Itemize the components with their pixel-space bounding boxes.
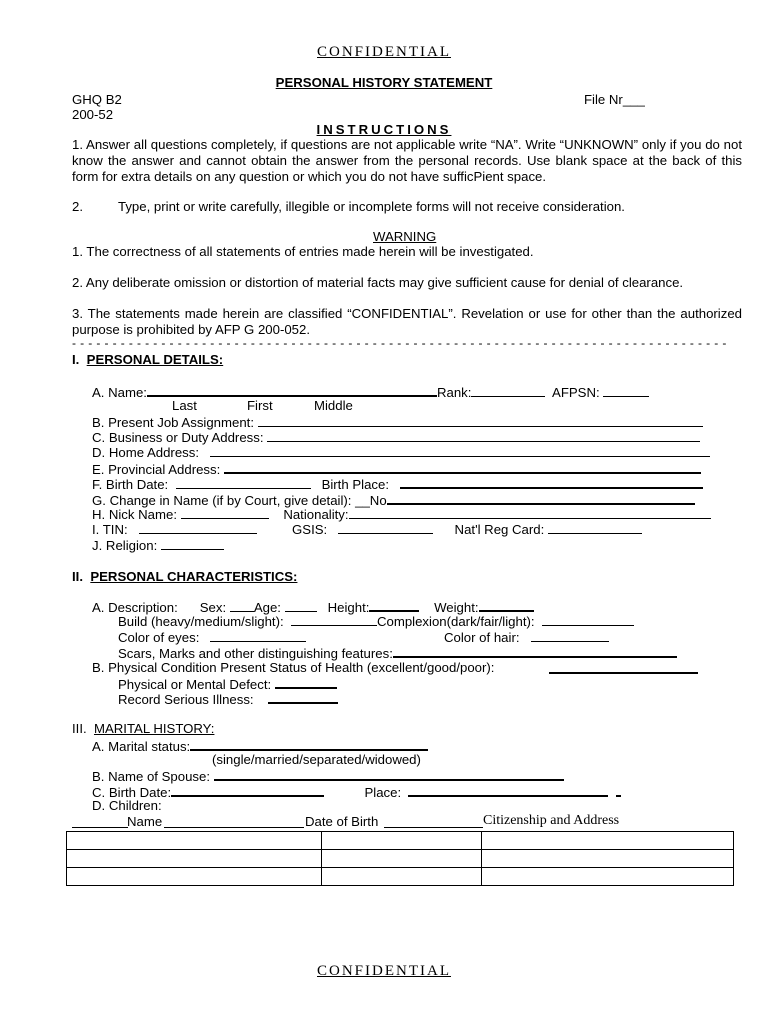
birthdate-field[interactable] (176, 476, 311, 489)
provincial-label: E. Provincial Address: (92, 462, 221, 477)
warning-heading: WARNING (373, 229, 437, 244)
section-1-title: PERSONAL DETAILS: (86, 352, 224, 367)
business-field[interactable] (267, 429, 700, 442)
birthdate-label: F. Birth Date: (92, 477, 169, 492)
physical-label: B. Physical Condition Present Status of Health (excellent/good/poor): (92, 660, 495, 675)
spouse-birth-row (92, 783, 621, 800)
section-2-prefix: II. (72, 569, 83, 584)
natreg-field[interactable] (548, 521, 642, 534)
description-label: A. Description: (92, 600, 178, 615)
spouse-label: B. Name of Spouse: (92, 769, 211, 784)
illness-label: Record Serious Illness: (118, 692, 254, 707)
dashed-separator: - - - - - - - - - - - - - - - - - - - - - - - - - - - - - - - - - - - - - - - - - - - - - - - - - - - - - - - - - - - - - - - - - - - - - - - - - - - - - - - - - (72, 336, 727, 350)
build-row (118, 613, 634, 629)
defect-label: Physical or Mental Defect: (118, 677, 272, 692)
confidential-footer: CONFIDENTIAL (317, 963, 451, 979)
home-row (92, 444, 710, 460)
child-citizenship-cell[interactable] (482, 868, 734, 886)
business-row (92, 429, 700, 445)
spouse-birthdate-label: C. Birth Date: (92, 785, 172, 800)
scars-field[interactable] (393, 644, 677, 658)
nickname-field[interactable] (181, 506, 269, 519)
section-1-heading (72, 352, 223, 367)
birthplace-field[interactable] (400, 475, 703, 489)
hair-label: Color of hair: (444, 630, 520, 645)
namechange-label: G. Change in Name (if by Court, give detail): (92, 493, 352, 508)
home-label: D. Home Address: (92, 445, 200, 460)
age-field[interactable] (285, 599, 317, 612)
warning-item-2: 2. Any deliberate omission or distortion of material facts may give sufficient cause for denial of clearance. (72, 275, 684, 290)
rank-label: Rank: (436, 385, 472, 400)
table-row (67, 850, 734, 868)
height-field[interactable] (369, 598, 419, 612)
eyes-label: Color of eyes: (118, 630, 200, 645)
nickname-label: H. Nick Name: (92, 507, 177, 522)
sex-label: Sex: (199, 600, 227, 615)
section-3-title: MARITAL HISTORY: (93, 721, 215, 736)
afpsn-label: AFPSN: (552, 385, 600, 400)
spouse-row (92, 767, 564, 784)
spouse-field[interactable] (214, 767, 564, 781)
children-col-citizenship: Citizenship and Address (483, 813, 620, 828)
children-col-dob: Date of Birth (305, 814, 379, 829)
table-row (67, 868, 734, 886)
nationality-field[interactable] (349, 506, 711, 519)
gsis-field[interactable] (338, 521, 433, 534)
scars-row (118, 644, 677, 661)
child-name-cell[interactable] (67, 868, 322, 886)
eyes-row (118, 629, 306, 645)
section-3-prefix: III. (72, 721, 87, 736)
gsis-label: GSIS: (292, 522, 328, 537)
marital-status-field[interactable] (190, 737, 428, 751)
instruction-item-2-number: 2. (72, 199, 83, 214)
complexion-field[interactable] (542, 613, 634, 626)
business-label: C. Business or Duty Address: (92, 430, 264, 445)
provincial-field[interactable] (224, 460, 701, 474)
physical-field-wrap (549, 660, 698, 677)
marital-status-label: A. Marital status: (92, 739, 191, 754)
eyes-field[interactable] (210, 629, 306, 642)
birth-row (92, 475, 703, 492)
scars-label: Scars, Marks and other distinguishing features: (118, 646, 393, 661)
rank-field[interactable] (471, 384, 545, 397)
physical-row (92, 660, 494, 675)
section-1-prefix: I. (72, 352, 80, 367)
hair-field[interactable] (531, 629, 609, 642)
children-header-rule-left (72, 814, 128, 828)
child-name-cell[interactable] (67, 832, 322, 850)
spouse-birthdate-field[interactable] (171, 783, 324, 797)
tin-row (92, 521, 642, 537)
religion-row (92, 537, 224, 553)
age-label: Age: (253, 600, 281, 615)
confidential-header: CONFIDENTIAL (317, 44, 451, 60)
form-code-line1: GHQ B2 (72, 92, 122, 107)
table-row (67, 832, 734, 850)
afpsn-field[interactable] (603, 384, 649, 397)
sex-field[interactable] (230, 599, 254, 612)
job-row (92, 414, 703, 430)
physical-field[interactable] (549, 660, 698, 674)
birthplace-label: Birth Place: (321, 477, 389, 492)
complexion-label: Complexion(dark/fair/light): (376, 614, 535, 629)
nick-row (92, 506, 711, 522)
namechange-value[interactable]: __No (355, 493, 387, 508)
children-table (66, 831, 734, 886)
section-3-heading (72, 721, 214, 736)
home-field[interactable] (210, 444, 710, 457)
section-2-heading (72, 569, 297, 584)
instruction-item-1: 1. Answer all questions completely, if questions are not applicable write “NA”. Write “UNKNOWN” only if you do not know the answer and cannot obtain the answer from the personal records. Use blank space at the back of this form for extra details on any question or which you do not have sufficPient space. (72, 137, 742, 184)
religion-label: J. Religion: (92, 538, 158, 553)
children-header-rule-mid (164, 814, 304, 828)
child-citizenship-cell[interactable] (482, 850, 734, 868)
illness-row (118, 690, 338, 707)
namechange-field[interactable] (387, 491, 695, 505)
spouse-place-label: Place: (364, 785, 402, 800)
build-field[interactable] (291, 613, 377, 626)
name-sublabel-first: First (247, 398, 273, 413)
warning-item-1: 1. The correctness of all statements of entries made herein will be investigated. (72, 244, 534, 259)
form-code-line2: 200-52 (72, 107, 114, 122)
name-field[interactable] (147, 383, 437, 397)
height-label: Height: (327, 600, 370, 615)
tin-label: I. TIN: (92, 522, 128, 537)
child-dob-cell[interactable] (322, 868, 482, 886)
warning-item-3: 3. The statements made herein are classified “CONFIDENTIAL”. Revelation or use for other than the authorized purpose is prohibited by AFP G 200-052. (72, 306, 742, 337)
weight-label: Weight: (434, 600, 479, 615)
child-dob-cell[interactable] (322, 850, 482, 868)
instruction-item-2: Type, print or write carefully, illegible or incomplete forms will not receive consideration. (118, 199, 625, 214)
job-label: B. Present Job Assignment: (92, 415, 254, 430)
instructions-heading: INSTRUCTIONS (316, 122, 452, 137)
name-sublabel-middle: Middle (314, 398, 353, 413)
religion-field[interactable] (161, 537, 224, 550)
name-sublabel-last: Last (172, 398, 197, 413)
hair-row (444, 629, 609, 645)
defect-field[interactable] (275, 675, 337, 689)
nationality-label: Nationality: (283, 507, 349, 522)
marital-status-options: (single/married/separated/widowed) (212, 752, 421, 767)
tin-field[interactable] (139, 521, 257, 534)
child-citizenship-cell[interactable] (482, 832, 734, 850)
spouse-place-tail (616, 783, 621, 797)
children-label: D. Children: (92, 798, 162, 813)
weight-field[interactable] (479, 598, 534, 612)
spouse-place-field[interactable] (408, 783, 608, 797)
form-title: PERSONAL HISTORY STATEMENT (275, 75, 493, 90)
children-header-rule-right (384, 814, 483, 828)
child-name-cell[interactable] (67, 850, 322, 868)
child-dob-cell[interactable] (322, 832, 482, 850)
section-2-title: PERSONAL CHARACTERISTICS: (90, 569, 298, 584)
build-label: Build (heavy/medium/slight): (118, 614, 284, 629)
natreg-label: Nat'l Reg Card: (454, 522, 545, 537)
children-col-name: Name (127, 814, 163, 829)
name-label: A. Name: (92, 385, 147, 400)
job-field[interactable] (258, 414, 703, 427)
illness-field[interactable] (268, 690, 338, 704)
file-number: File Nr___ (584, 92, 645, 107)
